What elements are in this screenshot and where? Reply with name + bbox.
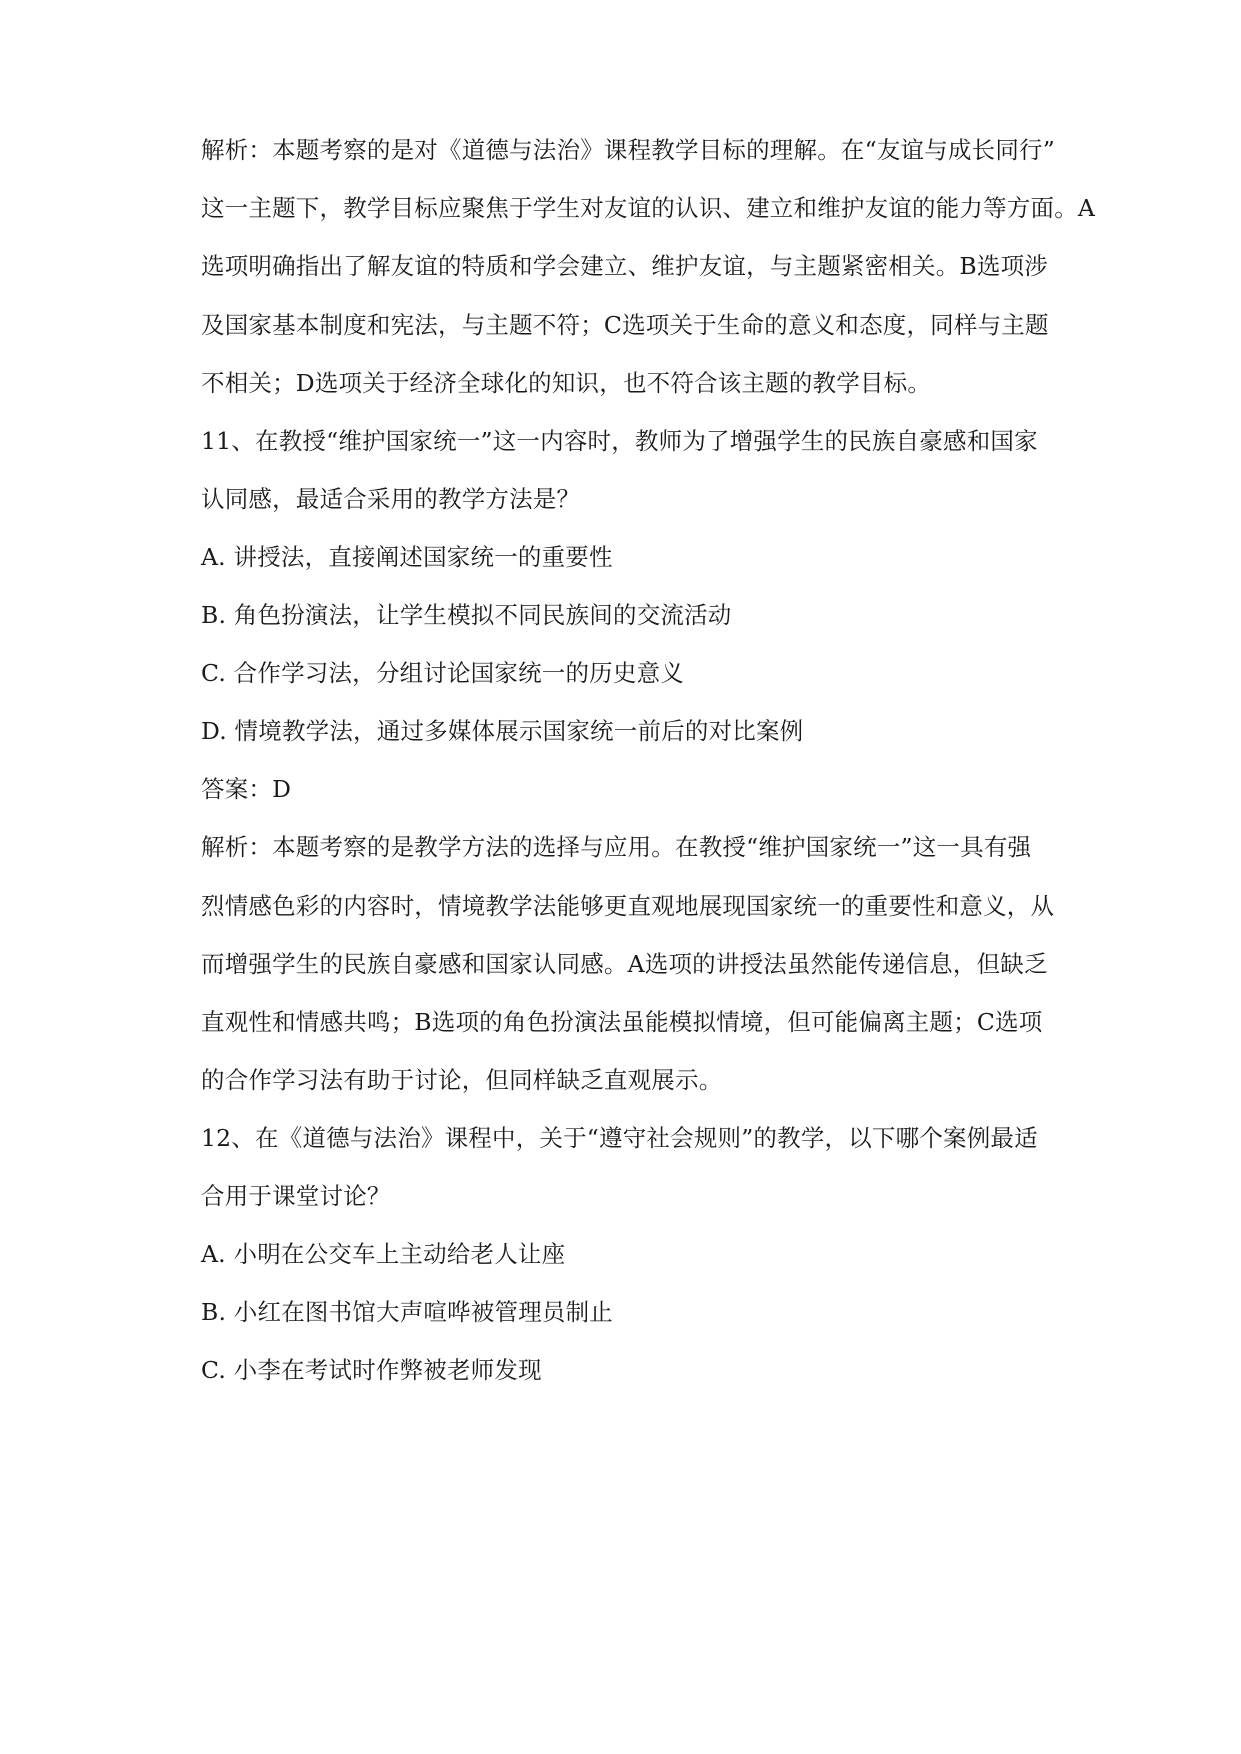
analysis-text-line: 烈情感色彩的内容时，情境教学法能够更直观地展现国家统一的重要性和意义，从 bbox=[201, 892, 1055, 920]
analysis-text-line: 及国家基本制度和宪法，与主题不符；C选项关于生命的意义和态度，同样与主题 bbox=[201, 311, 1049, 339]
analysis-text-line: 选项明确指出了解友谊的特质和学会建立、维护友谊，与主题紧密相关。B选项涉 bbox=[201, 252, 1048, 280]
analysis-text-line: 不相关；D选项关于经济全球化的知识，也不符合该主题的教学目标。 bbox=[201, 369, 932, 397]
option-b: B. 角色扮演法，让学生模拟不同民族间的交流活动 bbox=[201, 601, 732, 629]
analysis-text-line: 的合作学习法有助于讨论，但同样缺乏直观展示。 bbox=[201, 1066, 723, 1094]
question-text-line: 11、在教授“维护国家统一”这一内容时，教师为了增强学生的民族自豪感和国家 bbox=[201, 427, 1038, 455]
answer-line: 答案：D bbox=[201, 775, 292, 803]
analysis-text-line: 解析：本题考察的是对《道德与法治》课程教学目标的理解。在“友谊与成长同行” bbox=[201, 136, 1055, 164]
question-text-line: 12、在《道德与法治》课程中，关于“遵守社会规则”的教学，以下哪个案例最适 bbox=[201, 1124, 1038, 1152]
analysis-text-line: 这一主题下，教学目标应聚焦于学生对友谊的认识、建立和维护友谊的能力等方面。A bbox=[201, 194, 1096, 222]
option-c: C. 小李在考试时作弊被老师发现 bbox=[201, 1356, 542, 1384]
question-text-line: 合用于课堂讨论？ bbox=[201, 1182, 391, 1210]
analysis-text-line: 直观性和情感共鸣；B选项的角色扮演法虽能模拟情境，但可能偏离主题；C选项 bbox=[201, 1008, 1043, 1036]
analysis-text-line: 解析：本题考察的是教学方法的选择与应用。在教授“维护国家统一”这一具有强 bbox=[201, 833, 1032, 861]
option-c: C. 合作学习法，分组讨论国家统一的历史意义 bbox=[201, 659, 684, 687]
option-d: D. 情境教学法，通过多媒体展示国家统一前后的对比案例 bbox=[201, 717, 804, 745]
analysis-text-line: 而增强学生的民族自豪感和国家认同感。A选项的讲授法虽然能传递信息，但缺乏 bbox=[201, 950, 1048, 978]
option-b: B. 小红在图书馆大声喧哗被管理员制止 bbox=[201, 1298, 614, 1326]
question-text-line: 认同感，最适合采用的教学方法是？ bbox=[201, 485, 581, 513]
option-a: A. 讲授法，直接阐述国家统一的重要性 bbox=[201, 543, 613, 571]
option-a: A. 小明在公交车上主动给老人让座 bbox=[201, 1240, 566, 1268]
